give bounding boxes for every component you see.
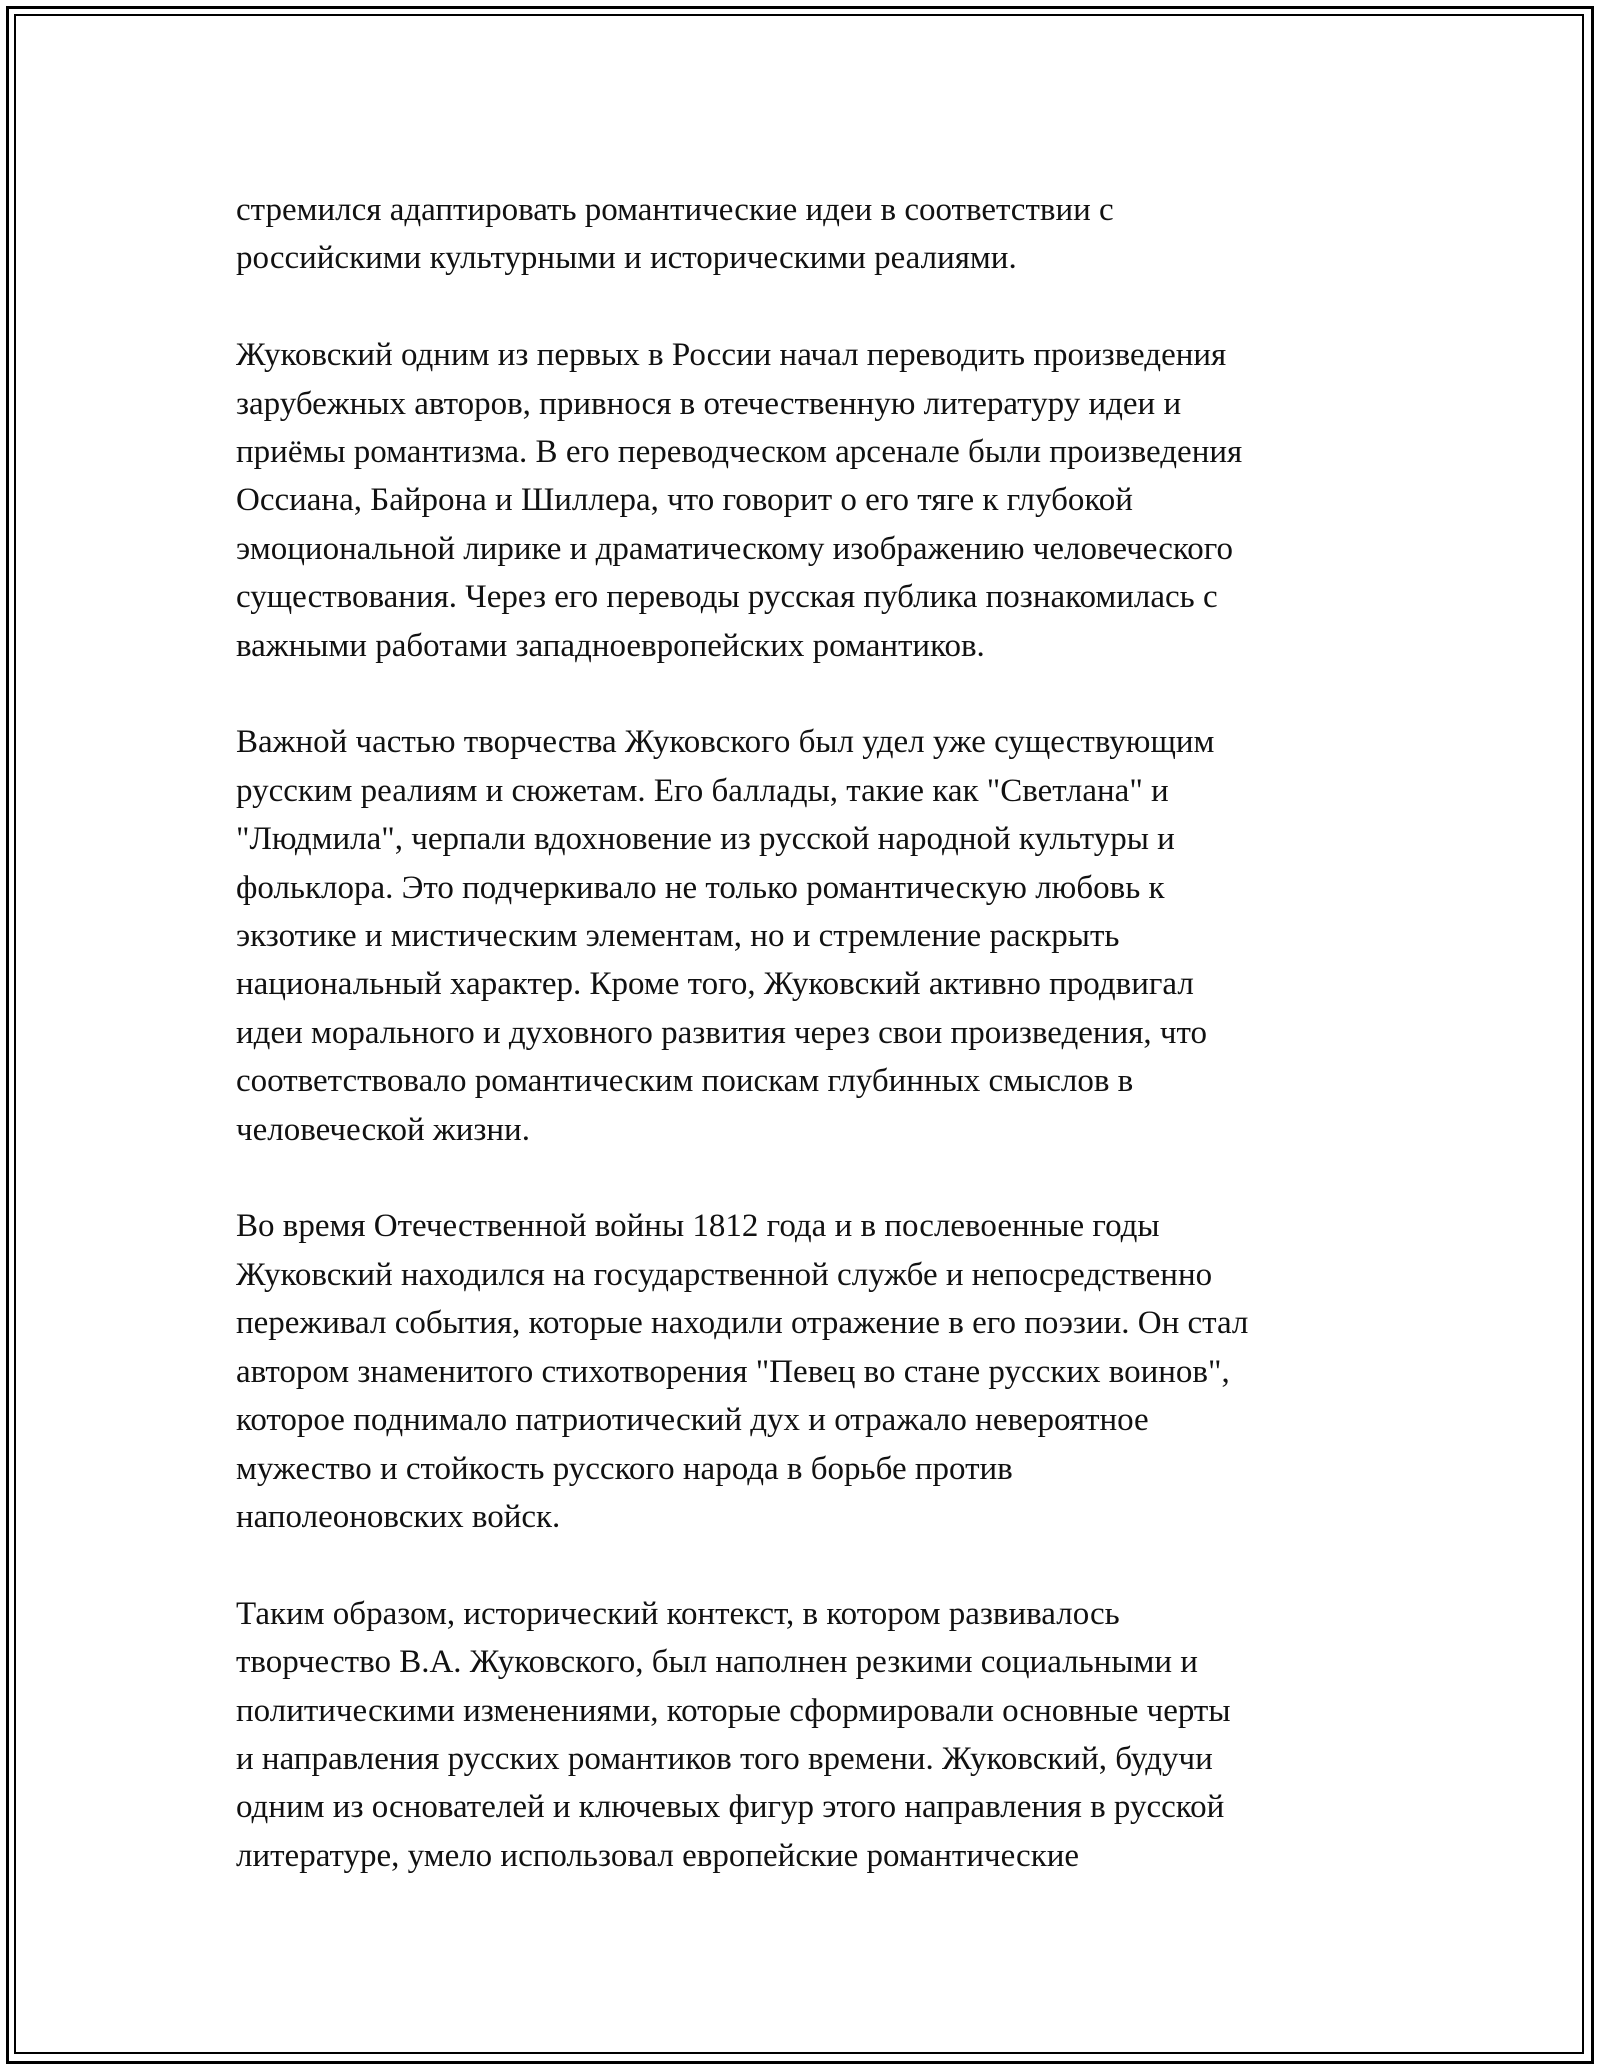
text-line: автором знаменитого стихотворения "Певец во стане русских воинов", bbox=[236, 1353, 1230, 1390]
text-line: фольклора. Это подчеркивало не только романтическую любовь к bbox=[236, 869, 1165, 906]
text-line: идеи морального и духовного развития через свои произведения, что bbox=[236, 1014, 1208, 1051]
text-line: национальный характер. Кроме того, Жуковский активно продвигал bbox=[236, 966, 1194, 1003]
paragraph-2 bbox=[236, 331, 1396, 670]
text-line: наполеоновских войск. bbox=[236, 1498, 561, 1535]
text-line: русским реалиям и сюжетам. Его баллады, такие как "Светлана" и bbox=[236, 772, 1169, 809]
text-line: Таким образом, исторический контекст, в котором развивалось bbox=[236, 1595, 1120, 1632]
text-line: "Людмила", черпали вдохновение из русской народной культуры и bbox=[236, 821, 1175, 858]
text-line: литературе, умело использовал европейские романтические bbox=[236, 1837, 1080, 1874]
text-line: и направления русских романтиков того времени. Жуковский, будучи bbox=[236, 1740, 1213, 1777]
text-line: соответствовало романтическим поискам глубинных смыслов в bbox=[236, 1063, 1134, 1100]
paragraph-5 bbox=[236, 1590, 1396, 1880]
text-line: человеческой жизни. bbox=[236, 1111, 530, 1148]
text-line: Жуковский находился на государственной службе и непосредственно bbox=[236, 1256, 1213, 1293]
text-line: важными работами западноевропейских романтиков. bbox=[236, 627, 985, 664]
text-line: мужество и стойкость русского народа в борьбе против bbox=[236, 1450, 1013, 1487]
text-line: приёмы романтизма. В его переводческом арсенале были произведения bbox=[236, 434, 1243, 471]
text-line: переживал события, которые находили отражение в его поэзии. Он стал bbox=[236, 1305, 1249, 1342]
text-line: существования. Через его переводы русская публика познакомилась с bbox=[236, 579, 1218, 616]
paragraph-3 bbox=[236, 718, 1396, 1154]
text-line: Жуковский одним из первых в России начал переводить произведения bbox=[236, 337, 1227, 374]
text-line: творчество В.А. Жуковского, был наполнен резкими социальными и bbox=[236, 1644, 1198, 1681]
text-line: российскими культурными и историческими реалиями. bbox=[236, 240, 1017, 277]
document-body bbox=[236, 186, 1396, 1880]
text-line: эмоциональной лирике и драматическому изображению человеческого bbox=[236, 530, 1233, 567]
text-line: зарубежных авторов, привнося в отечественную литературу идеи и bbox=[236, 385, 1182, 422]
text-line: одним из основателей и ключевых фигур этого направления в русской bbox=[236, 1789, 1225, 1826]
text-line: которое поднимало патриотический дух и отражало невероятное bbox=[236, 1402, 1149, 1439]
text-line: Во время Отечественной войны 1812 года и в послевоенные годы bbox=[236, 1208, 1160, 1245]
text-line: стремился адаптировать романтические идеи в соответствии с bbox=[236, 192, 1114, 228]
text-line: экзотике и мистическим элементам, но и стремление раскрыть bbox=[236, 918, 1120, 955]
text-line: политическими изменениями, которые сформировали основные черты bbox=[236, 1692, 1231, 1729]
text-line: Важной частью творчества Жуковского был удел уже существующим bbox=[236, 724, 1215, 761]
paragraph-4 bbox=[236, 1202, 1396, 1541]
paragraph-1 bbox=[236, 186, 1396, 283]
text-line: Оссиана, Байрона и Шиллера, что говорит о его тяге к глубокой bbox=[236, 482, 1133, 519]
